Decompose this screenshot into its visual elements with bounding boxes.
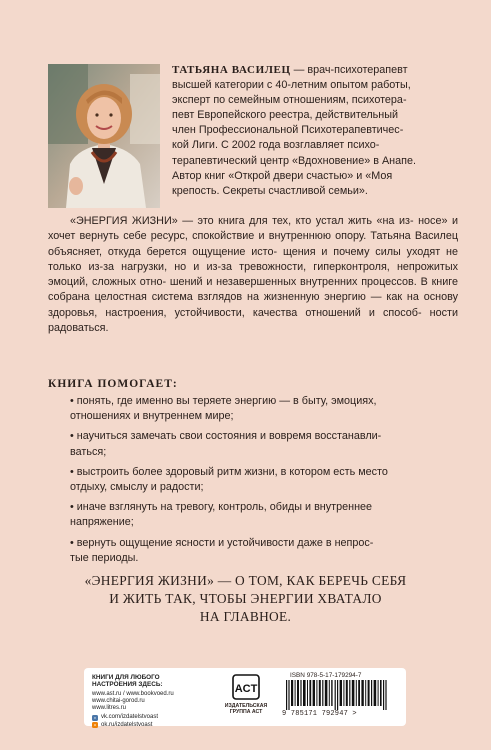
description-line: «ЭНЕРГИЯ ЖИЗНИ» — это книга для тех, кто устал жить «на из- [70,215,414,227]
shop-links [92,674,210,729]
description-line: ности радоваться. [48,306,459,335]
bullet-icon: • [70,536,74,549]
description-line: носе» и хочет вернуть себе ресурс, спокойствие и внутреннюю [48,215,459,243]
bio-line: кой Лиги. С 2002 года возглавляет психо- [172,139,380,152]
helps-heading: КНИГА ПОМОГАЕТ: [48,378,178,390]
author-photo [48,64,160,208]
description-line: опору. Татьяна Василец объясняет, откуда берется ощущение исто- [48,230,459,258]
vk-icon: v [94,715,96,721]
author-portrait-icon [48,64,160,208]
bio-line: — врач-психотерапевт [290,64,408,76]
author-name: ТАТЬЯНА ВАСИЛЕЦ [172,64,291,76]
barcode-digits: 9 785171 792947 > [282,710,357,718]
description-line: целостная система взглядов на жизненную энергию — как на основу [94,291,459,304]
shop-heading: КНИГИ ДЛЯ ЛЮБОГО НАСТРОЕНИЯ ЗДЕСЬ: [92,674,163,689]
description-line: щения и почему силы уходят не только из-за нагрузки, но и из-за [48,245,458,273]
description-line: тревожности, гиперконтроля, непрожитых эмоций, сложных отно- [48,260,459,289]
list-item: • научиться замечать свои состояния и вовремя восстанавли- ваться; [70,430,382,458]
publisher-name: ИЗДАТЕЛЬСКАЯ ГРУППА АСТ [224,703,268,715]
bullet-icon: • [70,501,74,514]
list-item: • иначе взглянуть на тревогу, контроль, обиды и внутреннее напряжение; [70,501,373,529]
author-bio [172,63,456,199]
ast-logo-icon [232,674,260,700]
bio-line: певт Европейского реестра, действительный [172,109,399,122]
bio-line: Автор книг «Открой двери счастью» и «Моя [172,169,393,182]
bio-line: эксперт по семейным отношениям, психотера- [172,94,407,107]
shop-sites [92,691,210,713]
bio-line: терапевтический центр «Вдохновение» в Анапе. [172,154,416,167]
site-link[interactable]: www.chitai-gorod.ru [92,698,145,705]
list-item: • выстроить более здоровый ритм жизни, в котором есть место отдыху, смыслу и радости; [70,465,388,494]
bio-line: член Профессиональной Психотерапевтичес- [172,124,404,137]
site-link[interactable]: www.ast.ru / www.bookvoed.ru [92,690,174,697]
slogan [40,572,451,627]
description-line: шений и незавершенных внутренних процессов. В книге собрана [48,276,458,304]
bullet-icon: • [70,465,74,478]
barcode-icon [280,680,396,710]
publisher-logo [224,674,268,720]
bullet-icon: • [70,430,74,443]
slogan-line: И ЖИТЬ ТАК, ЧТОБЫ ЭНЕРГИИ ХВАТАЛО [109,591,382,607]
slogan-line: «ЭНЕРГИЯ ЖИЗНИ» — О ТОМ, КАК БЕРЕЧЬ СЕБЯ [84,573,407,588]
helps-list [70,394,458,571]
book-description [48,214,458,336]
publisher-info-box [84,668,406,726]
bio-line: высшей категории с 40-летним опытом работы, [172,79,411,92]
list-item: • вернуть ощущение ясности и устойчивости даже в непрос- тые периоды. [70,536,374,564]
publisher-mark: ACT [234,683,258,695]
site-link[interactable]: www.litres.ru [92,705,127,712]
social-ok[interactable]: o ok.ru/izdatelstvoast [93,721,153,728]
bullet-icon: • [70,395,74,407]
bio-line: крепость. Секреты счастливой семьи». [172,184,368,197]
isbn-label: ISBN 978-5-17-179294-7 [290,672,362,679]
ok-icon: o [93,722,97,728]
social-vk[interactable]: v vk.com/izdatelstvoast [94,714,159,721]
barcode-block [280,672,400,722]
description-line: здоровья, настроения, устойчивости, качества отношений и способ- [48,306,422,319]
slogan-line: НА ГЛАВНОЕ. [199,609,292,625]
list-item: • понять, где именно вы теряете энергию — в быту, эмоциях, отношениях и внутреннем мире; [70,395,377,423]
